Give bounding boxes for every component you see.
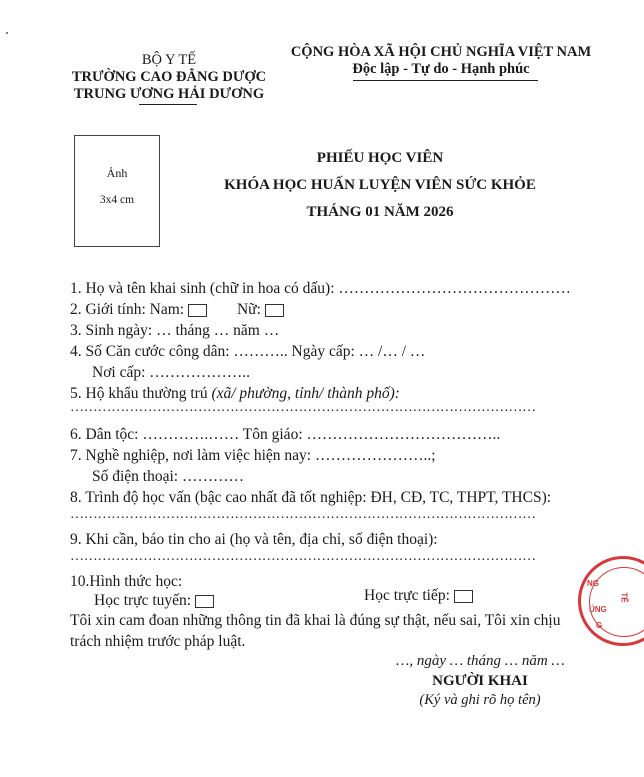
signature-note: (Ký và ghi rõ họ tên) [419, 692, 541, 708]
header-right [282, 44, 600, 78]
stamp-text-4: TẾ [619, 592, 629, 603]
stamp-text-1: NG [587, 579, 599, 588]
red-stamp [578, 556, 644, 646]
online-label: Học trực tuyến: [94, 592, 192, 609]
school-name-line1: TRƯỜNG CAO ĐẲNG DƯỢC [71, 69, 267, 85]
scan-speck [6, 32, 8, 34]
female-label: Nữ: [236, 301, 261, 318]
photo-label: Ảnh [106, 166, 128, 180]
photo-box [74, 135, 160, 247]
country-name: CỘNG HÒA XÃ HỘI CHỦ NGHĨA VIỆT NAM [290, 44, 592, 60]
residence-note: (xã/ phường, tỉnh/ thành phố): [211, 385, 400, 402]
header-left [60, 52, 278, 103]
photo-size: 3x4 cm [99, 194, 135, 206]
school-name-line2: TRUNG ƯƠNG HẢI DƯƠNG [73, 86, 265, 102]
male-checkbox[interactable] [188, 304, 207, 317]
signature-date: …, ngày … tháng … năm … [396, 653, 565, 669]
field-emergency-contact: 9. Khi cần, báo tin cho ai (họ và tên, địa chỉ, số điện thoại): [70, 531, 438, 548]
education-dots: ………………………………………………………………………………………… [70, 507, 536, 522]
stamp-text-3: G [596, 621, 603, 630]
commitment-line2: trách nhiệm trước pháp luật. [70, 633, 246, 650]
offline-checkbox[interactable] [454, 590, 473, 603]
signer-title: NGƯỜI KHAI [432, 673, 528, 689]
course-date: THÁNG 01 NĂM 2026 [306, 204, 454, 220]
online-option [94, 592, 214, 610]
online-checkbox[interactable] [195, 595, 214, 608]
course-title: KHÓA HỌC HUẤN LUYỆN VIÊN SỨC KHỎE [224, 177, 536, 193]
stamp-text-2: ÚNG [589, 605, 607, 614]
field-issue-place: Nơi cấp: ……………….. [92, 364, 251, 381]
field-fullname: 1. Họ và tên khai sinh (chữ in hoa có dấu): ……………………………………… [70, 280, 571, 297]
field-occupation: 7. Nghề nghiệp, nơi làm việc hiện nay: …………………..; [70, 447, 436, 464]
field-id-card: 4. Số Căn cước công dân: ……….. Ngày cấp: … /… / … [70, 343, 426, 360]
offline-option [364, 587, 473, 605]
offline-label: Học trực tiếp: [364, 587, 450, 604]
header-left-underline [139, 104, 197, 105]
commitment-line1: Tôi xin cam đoan những thông tin đã khai là đúng sự thật, nếu sai, Tôi xin chịu [70, 612, 561, 629]
field-birthdate: 3. Sinh ngày: … tháng … năm … [70, 322, 280, 339]
field-gender [70, 301, 284, 319]
residence-label: 5. Hộ khẩu thường trú [70, 385, 212, 402]
gender-label: 2. Giới tính: Nam: [70, 301, 185, 318]
female-checkbox[interactable] [265, 304, 284, 317]
emergency-dots: ………………………………………………………………………………………… [70, 549, 536, 564]
ministry-name: BỘ Y TẾ [141, 52, 197, 68]
national-motto: Độc lập - Tự do - Hạnh phúc [352, 61, 530, 77]
field-ethnicity-religion: 6. Dân tộc: ………….…… Tôn giáo: ……………………………….. [70, 426, 501, 443]
field-education: 8. Trình độ học vấn (bậc cao nhất đã tốt nghiệp: ĐH, CĐ, TC, THPT, THCS): [70, 489, 552, 506]
residence-dots: ………………………………………………………………………………………… [70, 400, 536, 415]
field-phone: Số điện thoại: ………… [92, 468, 244, 485]
form-title: PHIẾU HỌC VIÊN [316, 150, 444, 166]
motto-underline [353, 80, 538, 81]
field-study-mode: 10.Hình thức học: [70, 573, 183, 590]
